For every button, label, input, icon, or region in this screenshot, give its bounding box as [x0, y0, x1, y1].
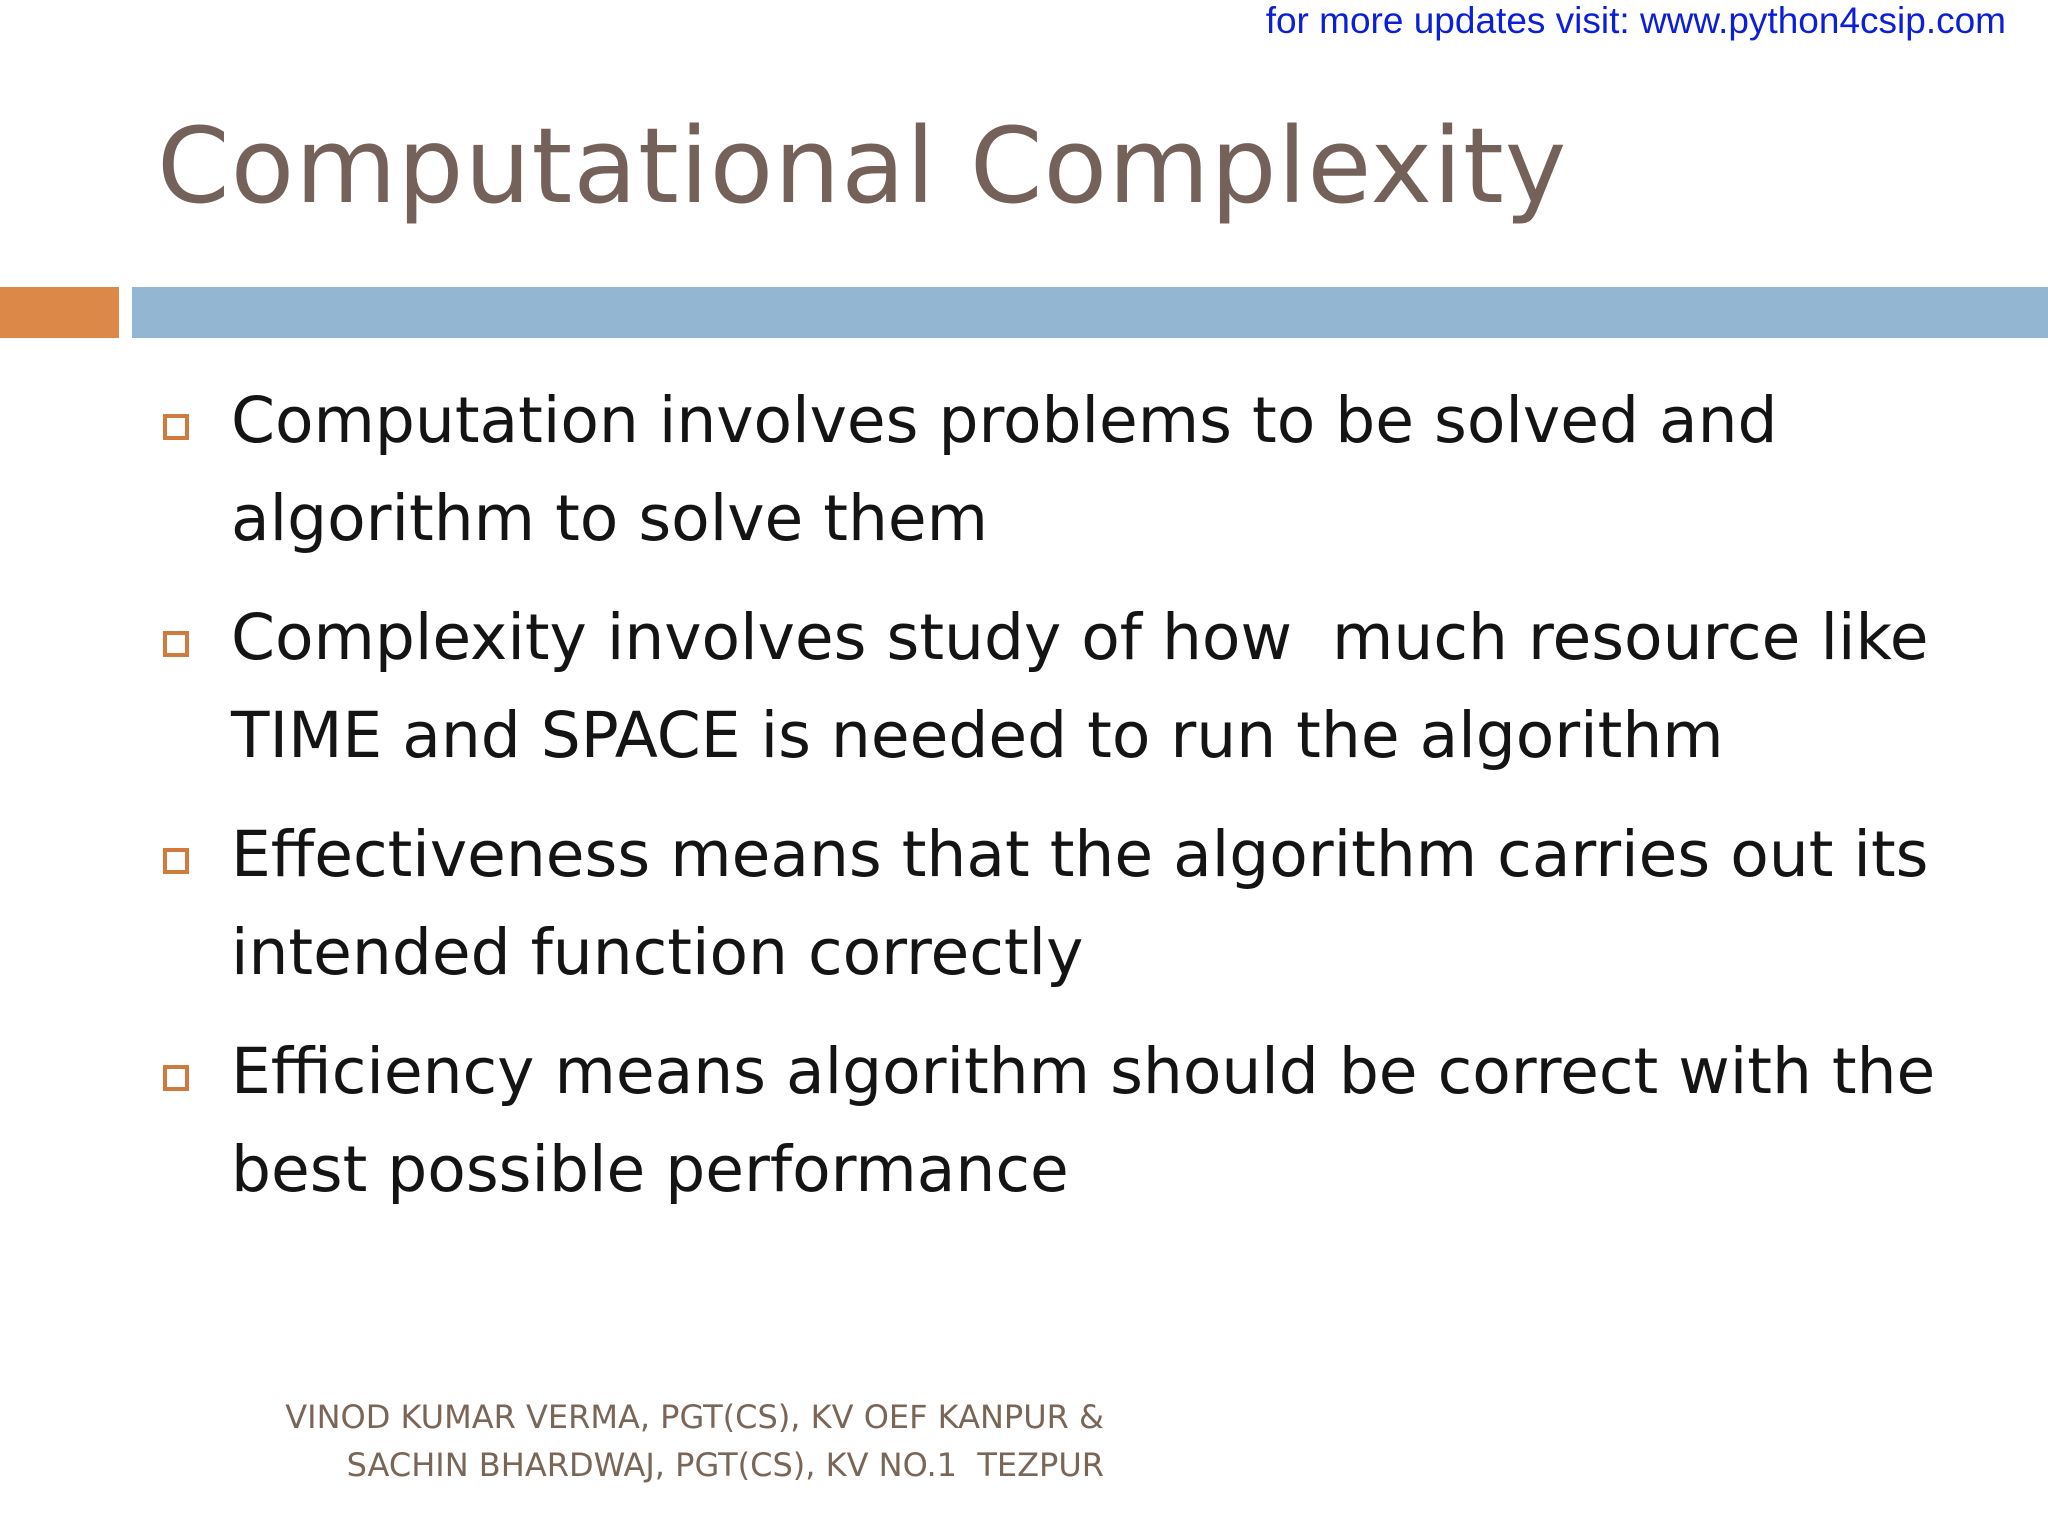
square-bullet-icon — [163, 414, 189, 440]
bullet-text: Complexity involves study of how much resource like TIME and SPACE is needed to run the algorithm — [231, 601, 1949, 772]
slide-title: Computational Complexity — [157, 105, 1568, 227]
bullet-text: Efficiency means algorithm should be correct with the best possible performance — [231, 1035, 1936, 1206]
bullet-item — [160, 806, 2020, 1002]
accent-bar-blue — [132, 287, 2048, 338]
bullet-text: Effectiveness means that the algorithm carries out its intended function correctly — [231, 818, 1929, 989]
bullet-list — [160, 372, 2020, 1240]
square-bullet-icon — [163, 848, 189, 874]
bullet-text: Computation involves problems to be solved and algorithm to solve them — [231, 384, 1778, 555]
bullet-item — [160, 372, 2020, 568]
watermark-url-text: for more updates visit: www.python4csip.com — [1265, 0, 2006, 41]
slide-footer — [285, 1393, 1104, 1489]
bullet-item — [160, 589, 2020, 785]
square-bullet-icon — [163, 1065, 189, 1091]
footer-line-2: SACHIN BHARDWAJ, PGT(CS), KV NO.1 TEZPUR — [346, 1446, 1104, 1484]
accent-bar-orange — [0, 287, 119, 338]
footer-line-1: VINOD KUMAR VERMA, PGT(CS), KV OEF KANPUR & — [285, 1398, 1104, 1436]
square-bullet-icon — [163, 631, 189, 657]
bullet-item — [160, 1023, 2020, 1219]
